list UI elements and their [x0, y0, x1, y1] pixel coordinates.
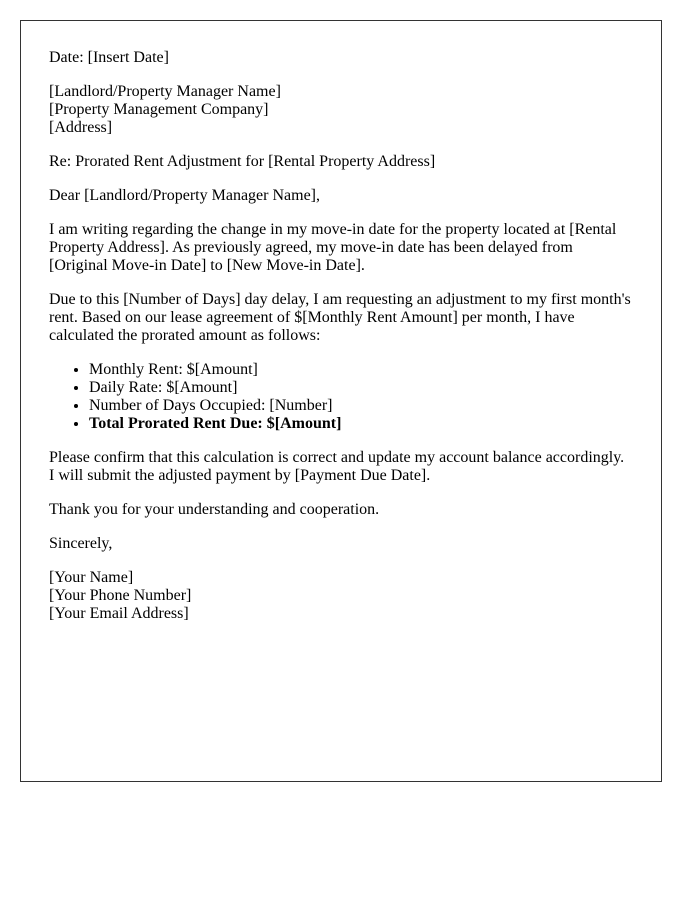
salutation: Dear [Landlord/Property Manager Name],	[49, 187, 320, 204]
body-paragraph-2: Due to this [Number of Days] day delay, I am requesting an adjustment to my first month's rent. Based on our lease agreement of $[Monthly Rent Amount] per month, I have calculated the prorated amount as follows:	[49, 291, 631, 344]
date-line: Date: [Insert Date]	[49, 49, 169, 66]
calc-total-due: • Total Prorated Rent Due: $[Amount]	[89, 415, 633, 433]
signature-phone: [Your Phone Number]	[49, 587, 192, 604]
signature-email: [Your Email Address]	[49, 605, 189, 622]
signature-block	[49, 569, 633, 623]
subject-line: Re: Prorated Rent Adjustment for [Rental Property Address]	[49, 153, 436, 170]
recipient-name: [Landlord/Property Manager Name]	[49, 83, 281, 100]
closing: Sincerely,	[49, 535, 113, 552]
calc-daily-rate: • Daily Rate: $[Amount]	[89, 379, 633, 397]
recipient-block	[49, 83, 633, 137]
body-paragraph-4: Thank you for your understanding and cooperation.	[49, 501, 380, 518]
recipient-address: [Address]	[49, 119, 113, 136]
calculation-list	[49, 361, 633, 433]
calc-monthly-rent: • Monthly Rent: $[Amount]	[89, 361, 633, 379]
recipient-company: [Property Management Company]	[49, 101, 269, 118]
signature-name: [Your Name]	[49, 569, 134, 586]
body-paragraph-1: I am writing regarding the change in my move-in date for the property located at [Rental Property Address]. As previously agreed, my move-in date has been delayed from [Original Move-in Date] to [New Move-in Date].	[49, 221, 617, 274]
letter-container	[20, 20, 662, 782]
body-paragraph-3: Please confirm that this calculation is correct and update my account balance accordingly. I will submit the adjusted payment by [Payment Due Date].	[49, 449, 625, 484]
calc-days-occupied: • Number of Days Occupied: [Number]	[89, 397, 633, 415]
